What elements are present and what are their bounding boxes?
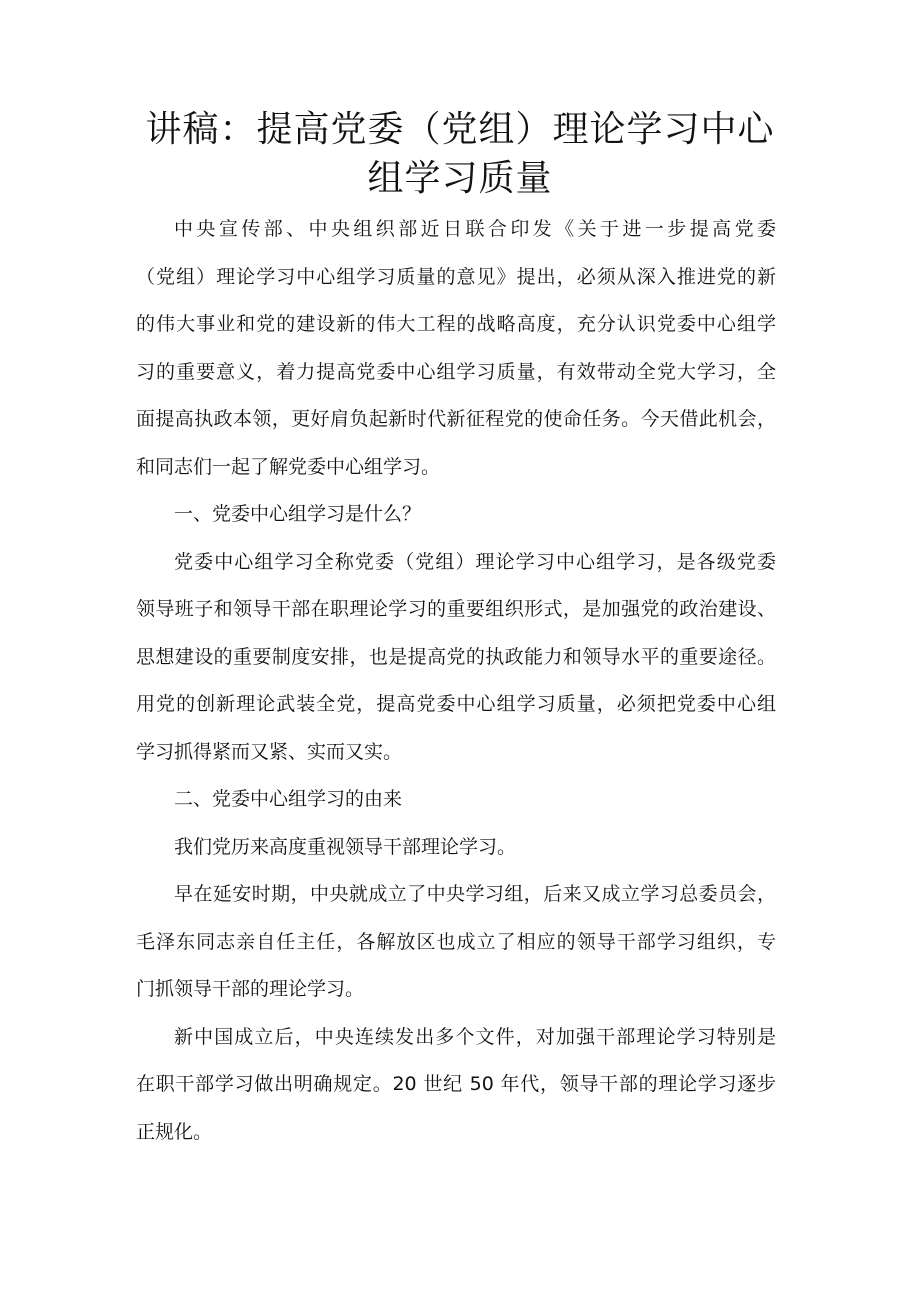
section-heading-2 [136, 776, 776, 824]
text-line: （党组）理论学习中心组学习质量的意见》提出，必须从深入推进党的新 [136, 265, 776, 288]
paragraph-definition [136, 539, 776, 777]
text-line: 的伟大事业和党的建设新的伟大工程的战略高度，充分认识党委中心组学 [136, 313, 776, 335]
text-line: 中央宣传部、中央组织部近日联合印发《关于进一步提高党委 [174, 218, 776, 240]
text-line: 用党的创新理论武装全党，提高党委中心组学习质量，必须把党委中心组 [136, 693, 776, 715]
text-line: 新中国成立后，中央连续发出多个文件，对加强干部理论学习特别是 [174, 1025, 776, 1048]
text-line: 门抓领导干部的理论学习。 [136, 978, 365, 1000]
document-title-line-1: 讲稿：提高党委（党组）理论学习中心 [145, 109, 775, 150]
document-body [136, 206, 776, 1156]
text-line: 学习抓得紧而又紧、实而又实。 [136, 740, 403, 763]
paragraph-new-china [136, 1014, 776, 1157]
text-line: 思想建设的重要制度安排，也是提高党的执政能力和领导水平的重要途径。 [136, 645, 776, 668]
text-line: 领导班子和领导干部在职理论学习的重要组织形式，是加强党的政治建设、 [136, 598, 776, 620]
text-line: 我们党历来高度重视领导干部理论学习。 [174, 835, 517, 858]
section-heading-text: 一、党委中心组学习是什么？ [174, 503, 422, 525]
text-line: 和同志们一起了解党委中心组学习。 [136, 455, 441, 478]
section-heading-1 [136, 491, 776, 539]
text-line: 毛泽东同志亲自任主任，各解放区也成立了相应的领导干部学习组织，专 [136, 930, 776, 953]
paragraph-intro [136, 206, 776, 491]
paragraph-yanan-period [136, 871, 776, 1014]
text-line: 正规化。 [136, 1120, 213, 1143]
document-title-line-2: 组学习质量 [367, 158, 553, 199]
paragraph-history-intro [136, 824, 776, 872]
text-line: 早在延安时期，中央就成立了中央学习组，后来又成立学习总委员会， [174, 883, 776, 905]
text-line: 党委中心组学习全称党委（党组）理论学习中心组学习，是各级党委 [174, 550, 776, 573]
section-heading-text: 二、党委中心组学习的由来 [174, 788, 403, 810]
text-line: 在职干部学习做出明确规定。20 世纪 50 年代，领导干部的理论学习逐步 [136, 1073, 776, 1095]
text-line: 面提高执政本领，更好肩负起新时代新征程党的使命任务。今天借此机会， [136, 408, 776, 430]
text-line: 习的重要意义，着力提高党委中心组学习质量，有效带动全党大学习，全 [136, 360, 776, 383]
